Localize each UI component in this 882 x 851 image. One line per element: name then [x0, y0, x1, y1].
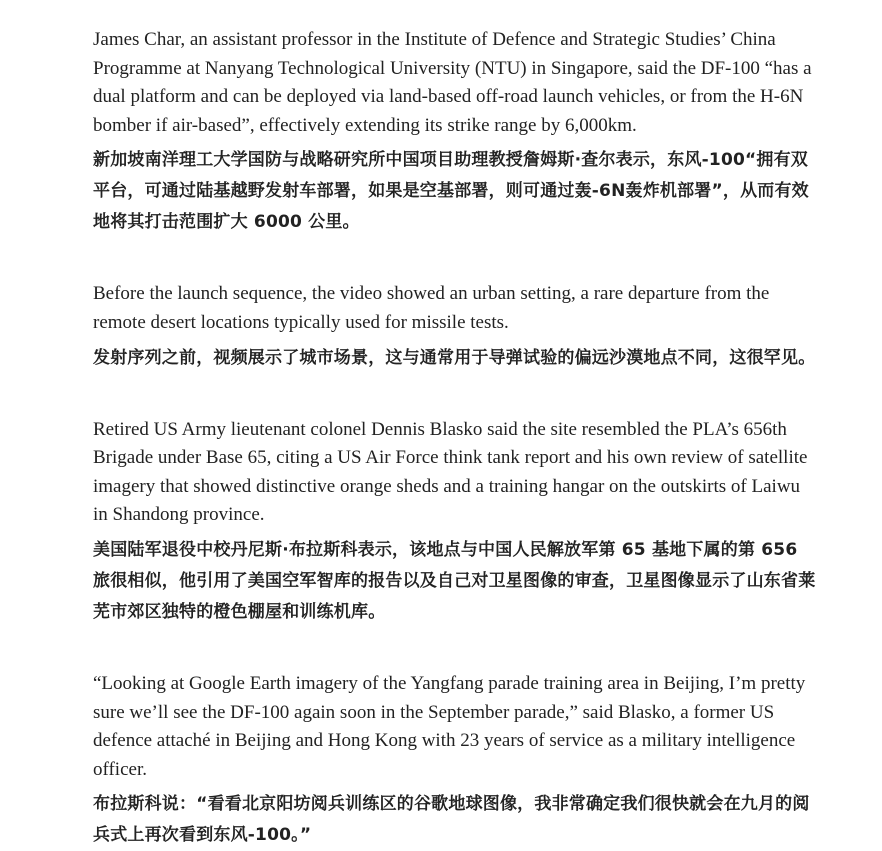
paragraph-pair: [93, 670, 818, 846]
chinese-paragraph: 布拉斯科说：“看看北京阳坊阅兵训练区的谷歌地球图像，我非常确定我们很快就会在九月的阅兵式上再次看到东风-100。”: [93, 794, 810, 846]
english-paragraph: James Char, an assistant professor in the Institute of Defence and Strategic Studies’ China Programme at Nanyang Technological University (NTU) in Singapore, said the DF-100 “has a dual platform and can be deployed via land-based off-road launch vehicles, or from the H-6N bomber if air-based”, effectively extending its strike range by 6,000km.: [93, 29, 812, 136]
english-paragraph: Retired US Army lieutenant colonel Dennis Blasko said the site resembled the PLA’s 656th Brigade under Base 65, citing a US Air Force think tank report and his own review of satellite imagery that showed distinctive orange sheds and a training hangar on the outskirts of Laiwu in Shandong province.: [93, 418, 808, 526]
chinese-paragraph: 发射序列之前，视频展示了城市场景，这与通常用于导弹试验的偏远沙漠地点不同，这很罕见。: [93, 347, 816, 368]
chinese-paragraph: 美国陆军退役中校丹尼斯·布拉斯科表示，该地点与中国人民解放军第 65 基地下属的第 656 旅很相似，他引用了美国空军智库的报告以及自己对卫星图像的审查，卫星图像显示了山东省莱芜市郊区独特的橙色棚屋和训练机库。: [93, 539, 816, 622]
paragraph-pair: [93, 26, 818, 238]
article-body: [93, 26, 818, 847]
english-paragraph: “Looking at Google Earth imagery of the Yangfang parade training area in Beijing, I’m pretty sure we’ll see the DF-100 again soon in the September parade,” said Blasko, a former US defence attaché in Beijing and Hong Kong with 23 years of service as a military intelligence officer.: [93, 672, 806, 780]
chinese-paragraph: 新加坡南洋理工大学国防与战略研究所中国项目助理教授詹姆斯·查尔表示，东风-100“拥有双平台，可通过陆基越野发射车部署，如果是空基部署，则可通过轰-6N轰炸机部署”，从而有效地将其打击范围扩大 6000 公里。: [93, 150, 809, 233]
paragraph-pair: [93, 416, 818, 628]
english-paragraph: Before the launch sequence, the video showed an urban setting, a rare departure from the remote desert locations typically used for missile tests.: [93, 283, 770, 333]
paragraph-pair: [93, 280, 818, 373]
